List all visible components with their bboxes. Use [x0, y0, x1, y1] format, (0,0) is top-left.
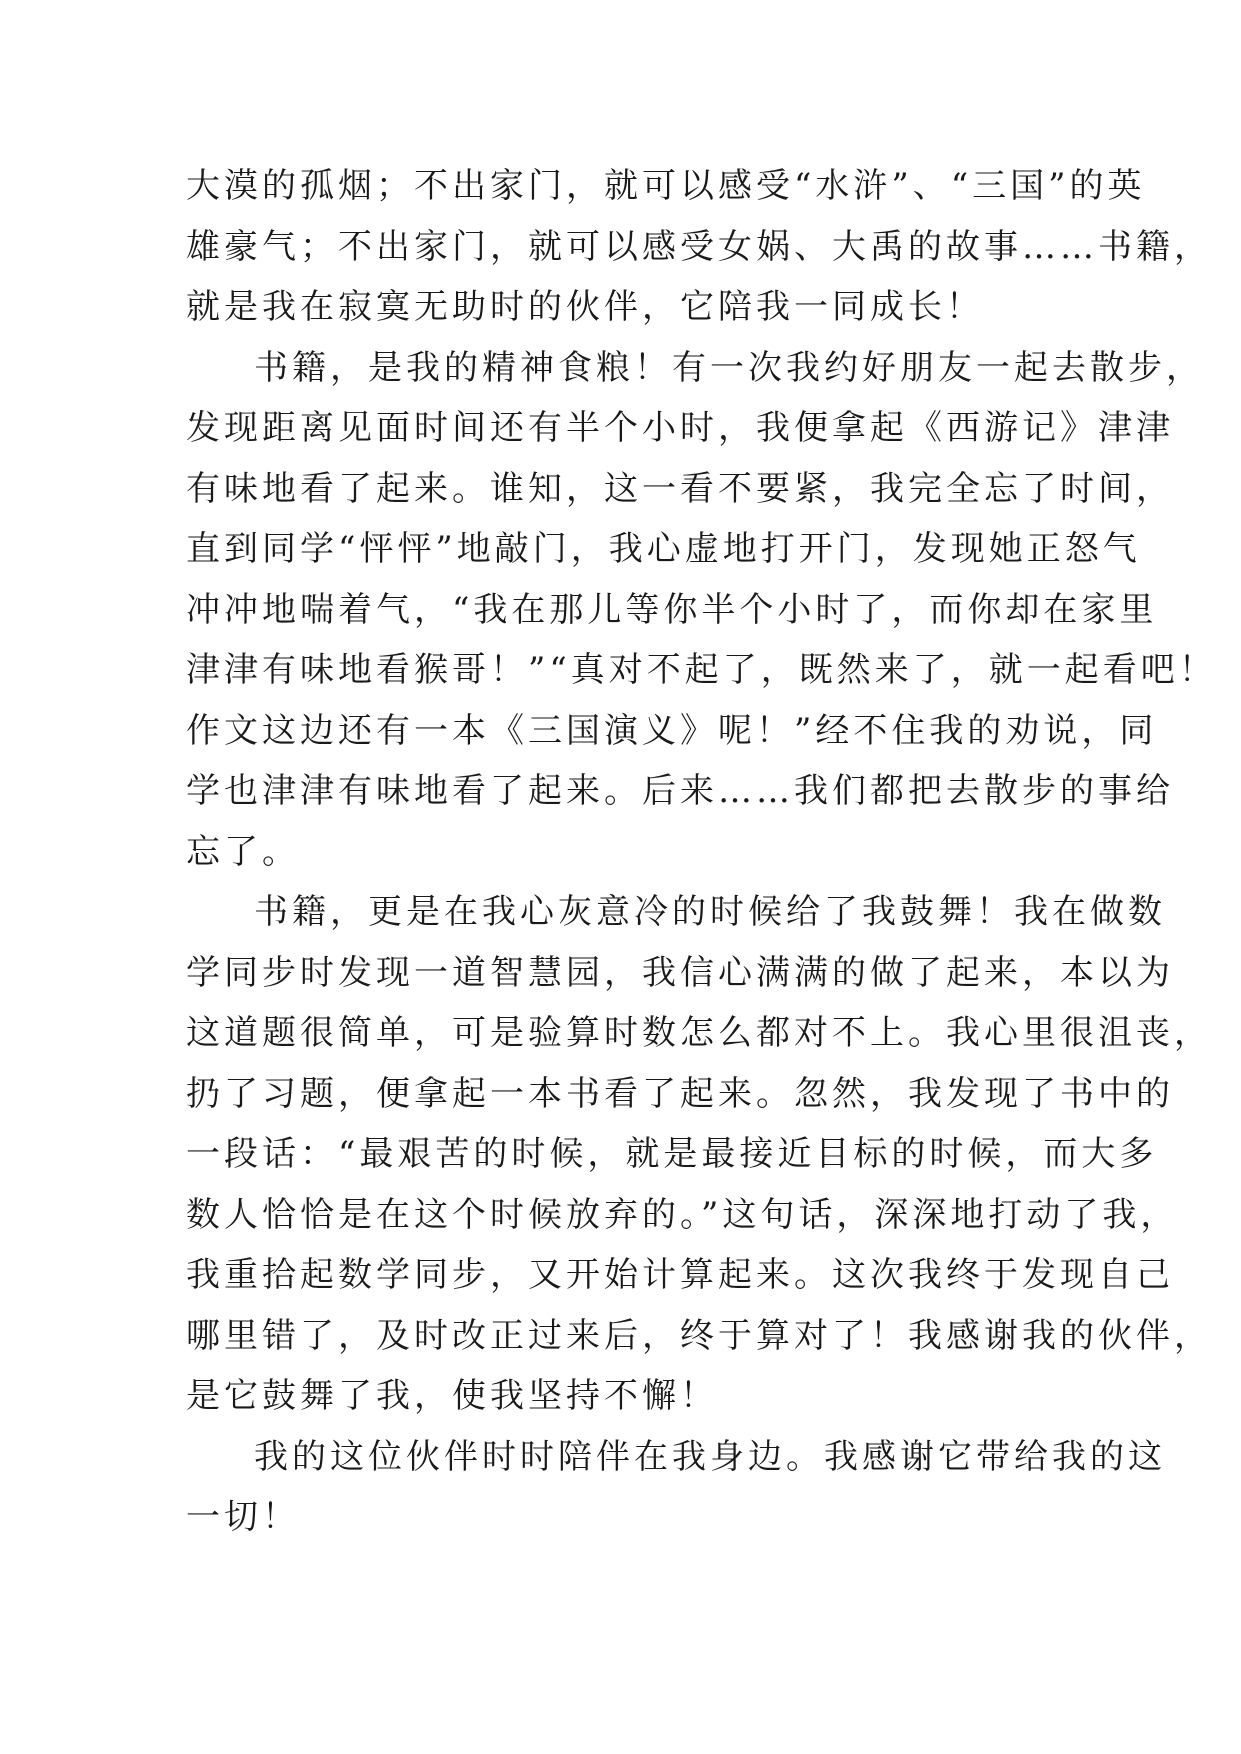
text-line: 学也津津有味地看了起来。后来……我们都把去散步的事给	[186, 771, 1174, 811]
text-line: 书籍，是我的精神食粮！有一次我约好朋友一起去散步，	[254, 347, 1204, 388]
essay-body	[186, 156, 1217, 1548]
text-line: 一段话：“最艰苦的时候，就是最接近目标的时候，而大多	[186, 1134, 1158, 1174]
paragraph-3	[186, 882, 1212, 1427]
paragraph-2	[186, 338, 1217, 883]
text-line: 书籍，更是在我心灰意冷的时候给了我鼓舞！我在做数	[254, 892, 1166, 932]
text-line: 学同步时发现一道智慧园，我信心满满的做了起来，本以为	[186, 952, 1174, 993]
text-line: 扔了习题，便拿起一本书看了起来。忽然，我发现了书中的	[186, 1073, 1174, 1114]
text-line: 雄豪气；不出家门，就可以感受女娲、大禹的故事……书籍，	[186, 226, 1212, 267]
text-line: 大漠的孤烟；不出家门，就可以感受“水浒”、“三国”的英	[186, 166, 1146, 206]
text-line: 一切！	[186, 1497, 300, 1537]
text-line: 这道题很简单，可是验算时数怎么都对不上。我心里很沮丧，	[186, 1013, 1212, 1053]
text-line: 就是我在寂寞无助时的伙伴，它陪我一同成长！	[186, 287, 984, 327]
text-line: 我重拾起数学同步，又开始计算起来。这次我终于发现自己	[186, 1255, 1174, 1295]
text-line: 哪里错了，及时改正过来后，终于算对了！我感谢我的伙伴，	[186, 1315, 1212, 1356]
text-line: 发现距离见面时间还有半个小时，我便拿起《西游记》津津	[186, 408, 1174, 448]
text-line: 是它鼓舞了我，使我坚持不懈！	[186, 1376, 718, 1416]
text-line: 我的这位伙伴时时陪伴在我身边。我感谢它带给我的这	[254, 1436, 1166, 1477]
text-line: 数人恰恰是在这个时候放弃的。”这句话，深深地打动了我，	[186, 1194, 1179, 1235]
paragraph-4	[186, 1427, 1166, 1548]
text-line: 津津有味地看猴哥！”“真对不起了，既然来了，就一起看吧！	[186, 650, 1217, 690]
paragraph-1	[186, 156, 1212, 338]
text-line: 作文这边还有一本《三国演义》呢！”经不住我的劝说，同	[186, 710, 1158, 751]
text-line: 冲冲地喘着气，“我在那儿等你半个小时了，而你却在家里	[186, 589, 1158, 630]
text-line: 有味地看了起来。谁知，这一看不要紧，我完全忘了时间，	[186, 468, 1174, 509]
text-line: 直到同学“怦怦”地敲门，我心虚地打开门，发现她正怒气	[186, 529, 1141, 569]
text-line: 忘了。	[186, 831, 300, 872]
